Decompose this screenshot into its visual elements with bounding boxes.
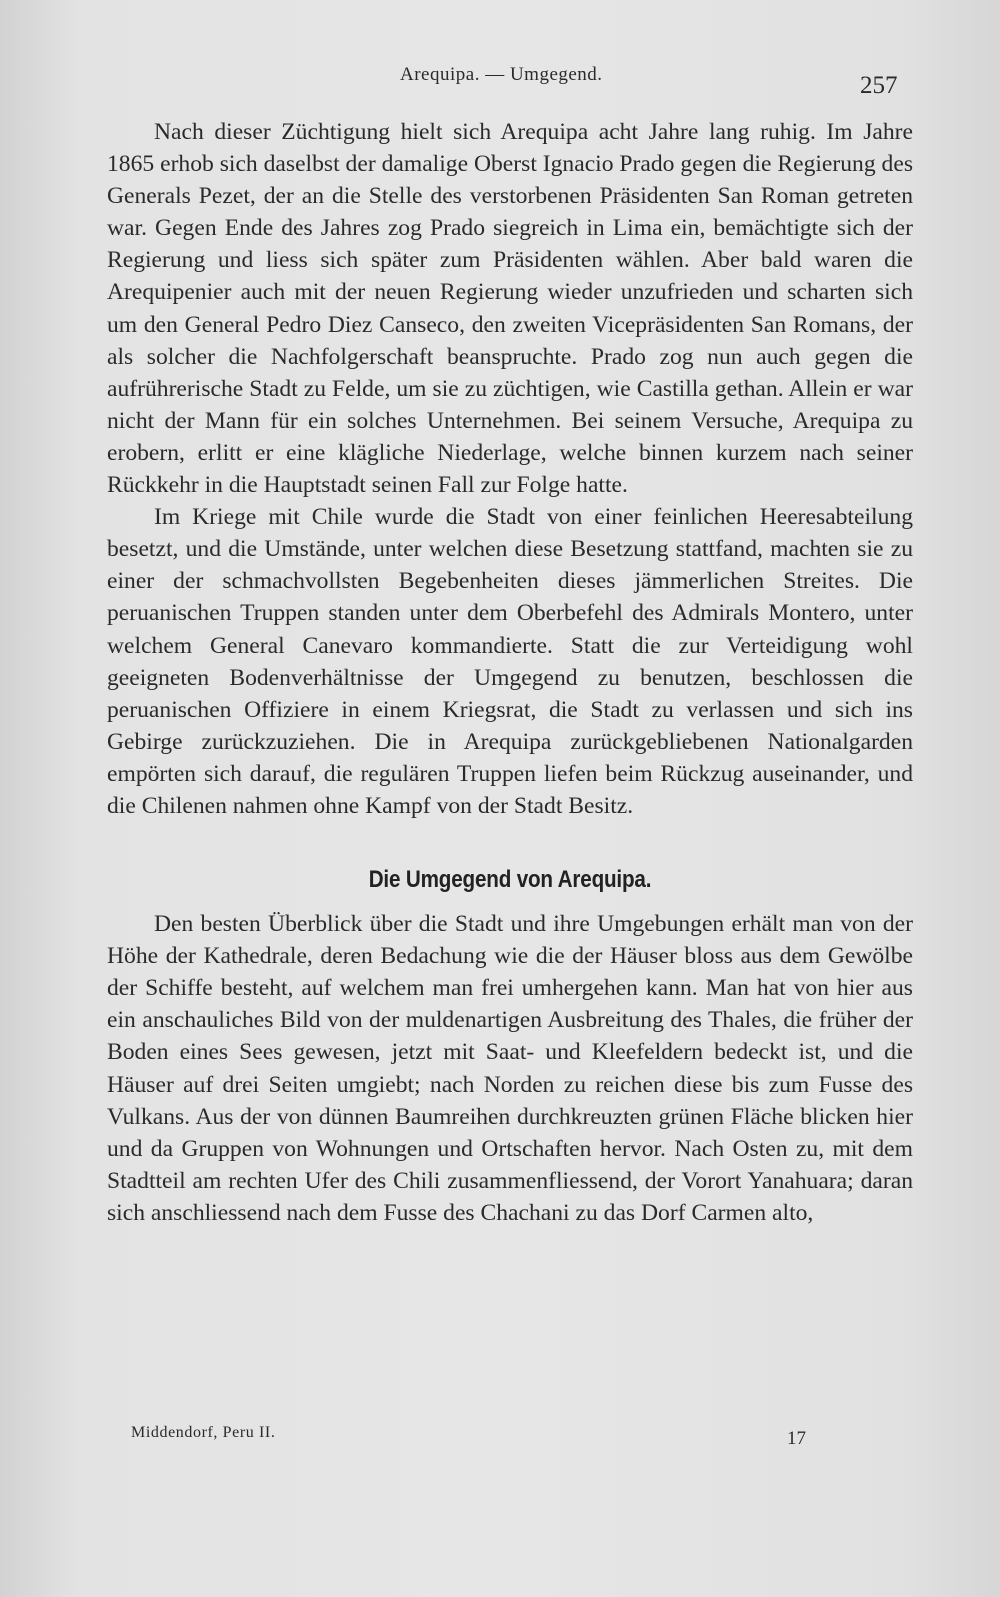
section-heading: Die Umgegend von Arequipa. bbox=[368, 866, 652, 894]
footer-signature: Middendorf, Peru II. bbox=[131, 1424, 276, 1441]
running-title: Arequipa. — Umgegend. bbox=[400, 64, 603, 85]
footer-sheet-number: 17 bbox=[787, 1428, 806, 1449]
page-footer bbox=[0, 1424, 1000, 1454]
paragraph-1: Nach dieser Züchtigung hielt sich Arequipa acht Jahre lang ruhig. Im Jahre 1865 erhob sich daselbst der damalige Oberst Ignacio Prado gegen die Regierung des Generals Pezet, der an die Stelle des verstorbenen Präsidenten San Roman getreten war. Gegen Ende des Jahres zog Prado siegreich in Lima ein, bemächtigte sich der Regierung und liess sich später zum Präsidenten wählen. Aber bald waren die Arequipenier auch mit der neuen Regierung wieder unzufrieden und scharten sich um den General Pedro Diez Canseco, den zweiten Vicepräsidenten San Romans, der als solcher die Nachfolgerschaft beanspruchte. Prado zog nun auch gegen die aufrührerische Stadt zu Felde, um sie zu züchtigen, wie Castilla gethan. Allein er war nicht der Mann für ein solches Unternehmen. Bei seinem Versuche, Arequipa zu erobern, erlitt er eine klägliche Niederlage, welche binnen kurzem nach seiner Rückkehr in die Hauptstadt seinen Fall zur Folge hatte. bbox=[107, 119, 913, 499]
body-text bbox=[107, 116, 913, 1229]
paragraph-2: Im Kriege mit Chile wurde die Stadt von einer feinlichen Heeresabteilung besetzt, und die Umstände, unter welchen diese Besetzung stattfand, machten sie zu einer der schmachvollsten Begebenheiten dieses jämmerlichen Streites. Die peruanischen Truppen standen unter dem Oberbefehl des Admirals Montero, unter welchem General Canevaro kommandierte. Statt die zur Verteidigung wohl geeigneten Bodenverhältnisse der Umgegend zu benutzen, beschlossen die peruanischen Offiziere in einem Kriegsrat, die Stadt zu verlassen und sich ins Gebirge zurückzuziehen. Die in Arequipa zurückgebliebenen Nationalgarden empörten sich darauf, die regulären Truppen liefen beim Rückzug auseinander, und die Chilenen nahmen ohne Kampf von der Stadt Besitz. bbox=[107, 504, 913, 819]
page-number: 257 bbox=[860, 72, 898, 99]
paragraph-3: Den besten Überblick über die Stadt und ihre Umgebungen erhält man von der Höhe der Kathedrale, deren Bedachung wie die der Häuser bloss aus dem Gewölbe der Schiffe besteht, auf welchem man frei umhergehen kann. Man hat von hier aus ein anschauliches Bild von der muldenartigen Ausbreitung des Thales, die früher der Boden eines Sees gewesen, jetzt mit Saat- und Kleefeldern bedeckt ist, und die Häuser auf drei Seiten umgiebt; nach Norden zu reichen diese bis zum Fusse des Vulkans. Aus der von dünnen Baumreihen durchkreuzten grünen Fläche blicken hier und da Gruppen von Wohnungen und Ortschaften hervor. Nach Osten zu, mit dem Stadtteil am rechten Ufer des Chili zusammenfliessend, der Vorort Yanahuara; daran sich anschliessend nach dem Fusse des Chachani zu das Dorf Carmen alto, bbox=[107, 911, 913, 1226]
running-head bbox=[0, 64, 1000, 99]
